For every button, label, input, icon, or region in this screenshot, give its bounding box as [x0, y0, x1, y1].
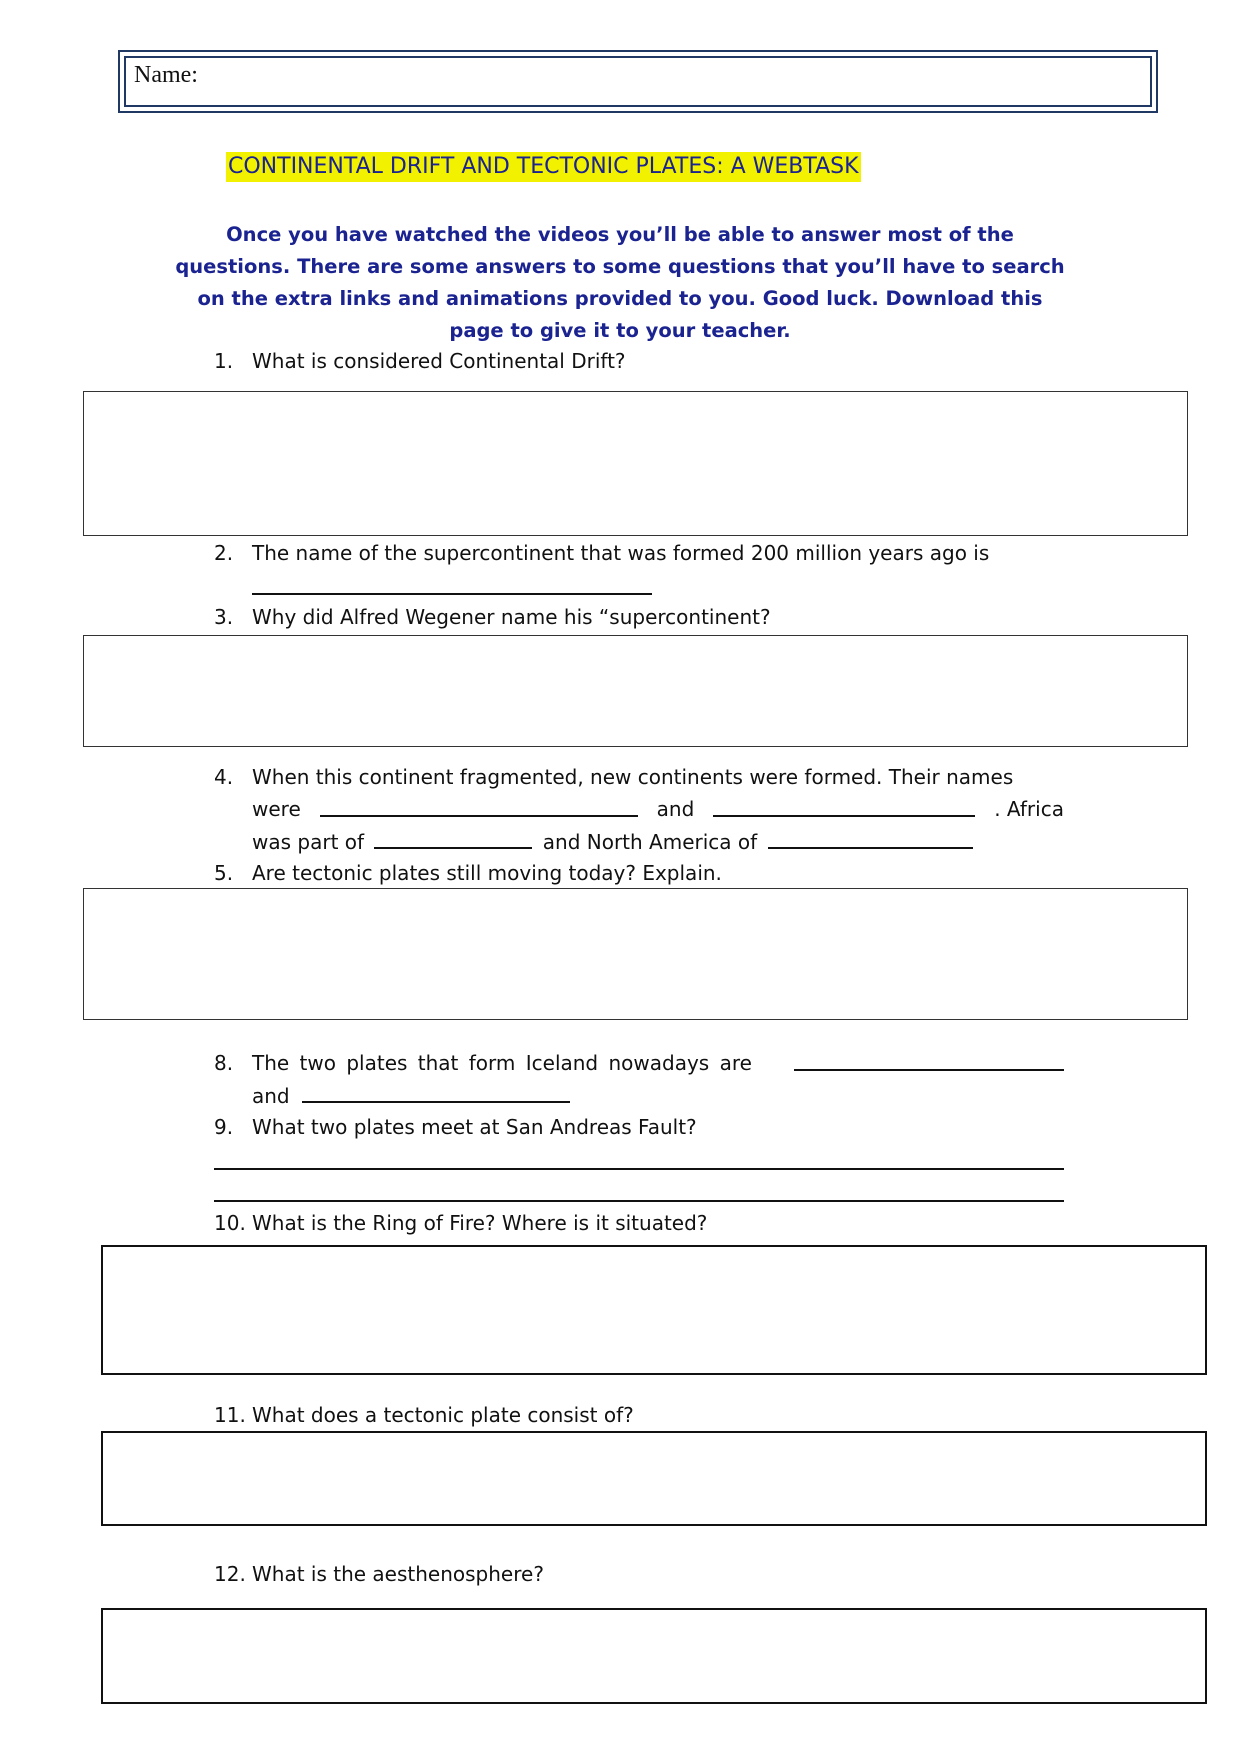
question-text: The name of the supercontinent that was formed 200 million years ago is: [252, 541, 990, 565]
question-number: 9.: [214, 1115, 234, 1139]
word-was-part-of: was part of: [252, 830, 365, 854]
name-label: Name:: [134, 62, 198, 88]
question-number: 11.: [214, 1403, 246, 1427]
answer-box-q1[interactable]: [83, 391, 1188, 536]
question-number: 8.: [214, 1051, 234, 1075]
question-4-body: [252, 761, 1064, 858]
question-number: 10.: [214, 1211, 246, 1235]
question-4-line-1: [252, 761, 1064, 793]
question-text: When this continent fragmented, new continents were formed. Their names: [252, 765, 1014, 789]
question-number: 1.: [214, 349, 234, 373]
blank-iceland-plate-2[interactable]: [302, 1079, 570, 1103]
blank-continent-2[interactable]: [713, 793, 975, 817]
word-were: were: [252, 797, 301, 821]
question-number: 2.: [214, 541, 234, 565]
word-and: and: [656, 797, 695, 821]
question-8-line-1: [252, 1047, 1064, 1079]
blank-continent-1[interactable]: [320, 793, 638, 817]
question-text: What does a tectonic plate consist of?: [252, 1403, 634, 1427]
name-box-inner-border: [124, 56, 1152, 107]
question-number: 5.: [214, 861, 234, 885]
question-text: What two plates meet at San Andreas Fault?: [252, 1115, 697, 1139]
word-africa: . Africa: [994, 797, 1064, 821]
question-text: Are tectonic plates still moving today? Explain.: [252, 861, 722, 885]
answer-box-q12[interactable]: [101, 1608, 1207, 1704]
question-text: What is the Ring of Fire? Where is it situated?: [252, 1211, 708, 1235]
intro-paragraph: Once you have watched the videos you’ll be able to answer most of the questions. There are some answers to some questions that you’ll have to search on the extra links and animations provided to you. Good luck. Download this page to give it to your teacher.: [175, 223, 1065, 342]
word-north-america-of: and North America of: [542, 830, 758, 854]
question-4: [214, 761, 1064, 857]
answer-box-q10[interactable]: [101, 1245, 1207, 1375]
question-number: 3.: [214, 605, 234, 629]
question-text: The two plates that form Iceland nowadays are: [252, 1051, 752, 1075]
blank-africa-part-of[interactable]: [374, 825, 532, 849]
answer-line-q2[interactable]: [252, 593, 652, 595]
question-8-body: [252, 1047, 1064, 1112]
worksheet-title: CONTINENTAL DRIFT AND TECTONIC PLATES: A WEBTASK: [226, 152, 861, 182]
question-text: What is considered Continental Drift?: [252, 349, 626, 373]
question-text: What is the aesthenosphere?: [252, 1562, 544, 1586]
question-text: Why did Alfred Wegener name his “supercontinent?: [252, 605, 771, 629]
question-8-line-2: [252, 1079, 1064, 1112]
blank-iceland-plate-1[interactable]: [794, 1047, 1064, 1071]
question-number: 4.: [214, 765, 234, 789]
answer-line-q9-1[interactable]: [214, 1168, 1064, 1170]
question-8: [214, 1047, 1064, 1111]
answer-box-q5[interactable]: [83, 888, 1188, 1020]
word-and: and: [252, 1084, 290, 1108]
question-4-line-2: [252, 793, 1064, 825]
question-number: 12.: [214, 1562, 246, 1586]
blank-north-america-part-of[interactable]: [768, 825, 973, 849]
answer-line-q9-2[interactable]: [214, 1200, 1064, 1202]
name-box: [118, 50, 1158, 113]
answer-box-q3[interactable]: [83, 635, 1188, 747]
answer-box-q11[interactable]: [101, 1431, 1207, 1526]
question-4-line-3: [252, 825, 1064, 858]
question-2: [214, 537, 1064, 601]
